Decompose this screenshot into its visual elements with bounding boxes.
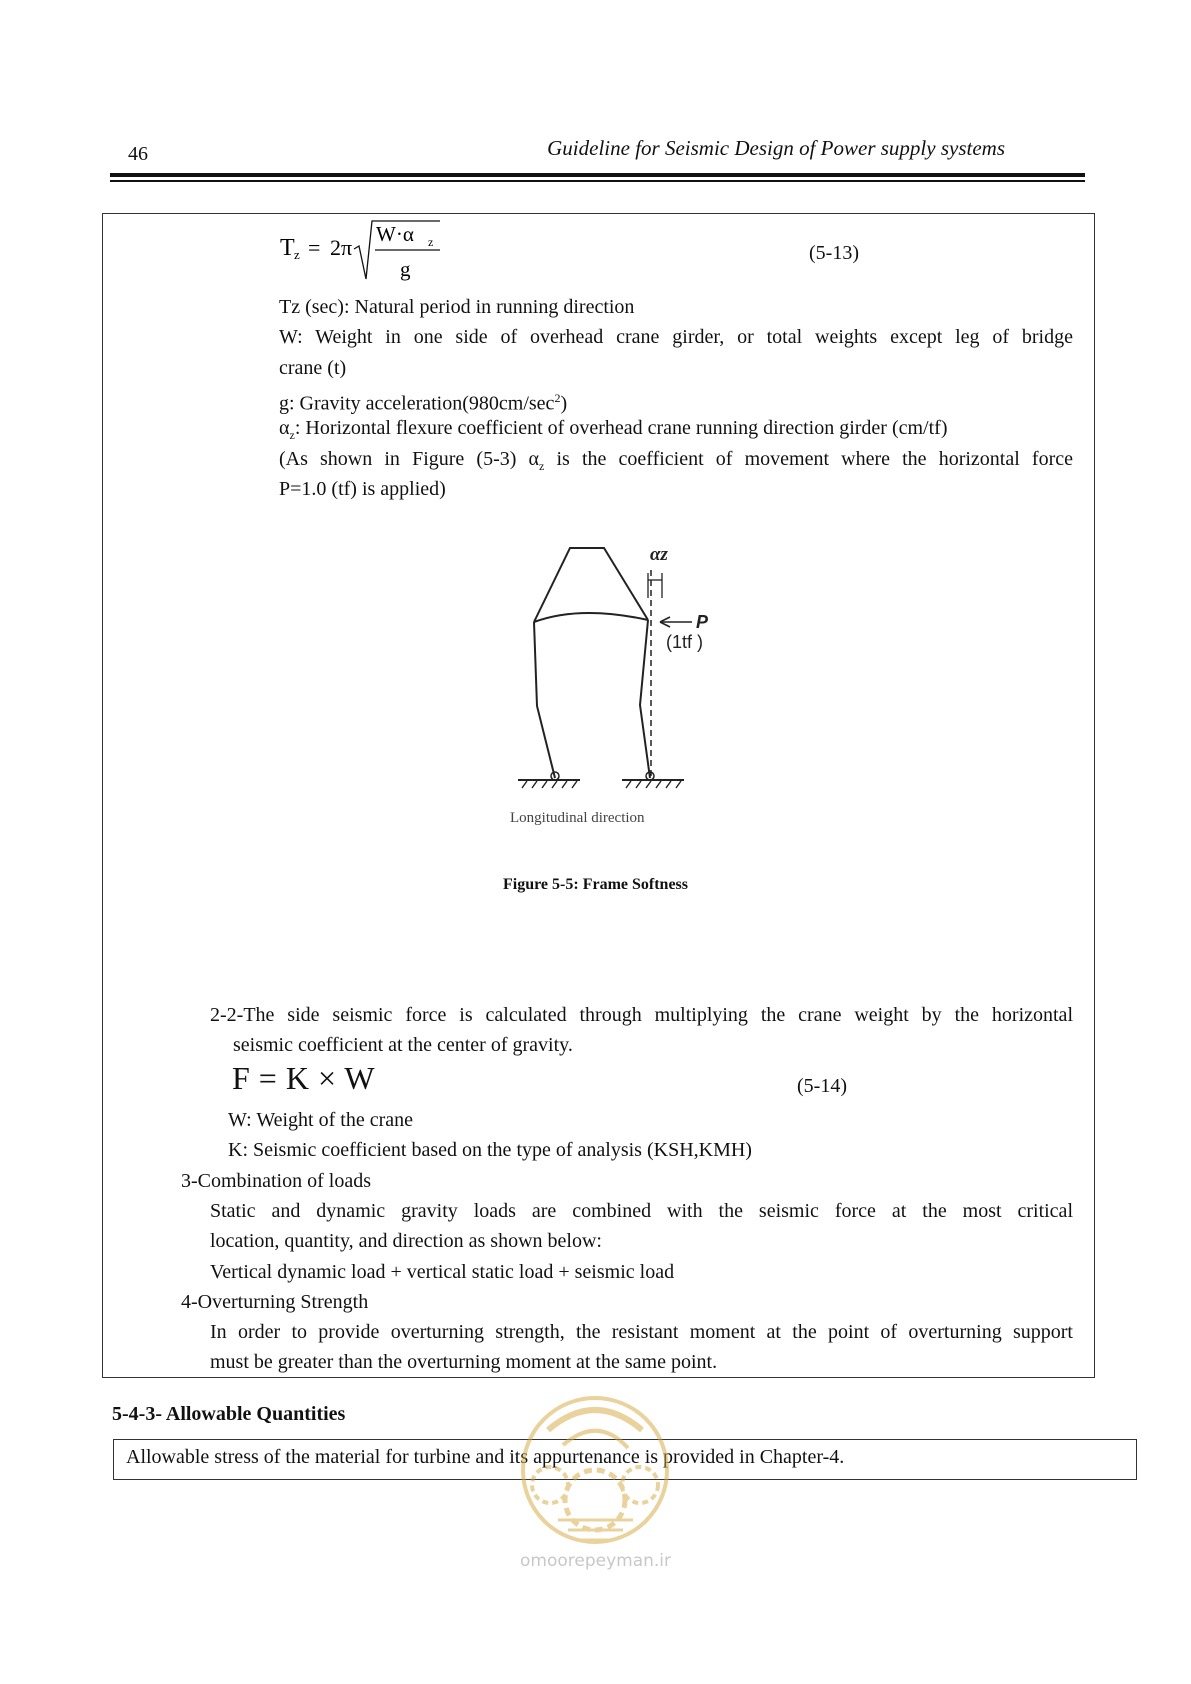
frame-right-leg <box>640 620 650 778</box>
definition-w-line1: W: Weight in one side of overhead crane girder, or total weights except leg of bridge <box>279 326 1073 348</box>
definition-g-close: ) <box>560 392 568 415</box>
page-number: 46 <box>128 143 148 165</box>
left-ground-hatch <box>522 781 577 788</box>
item-4-body-line1: In order to provide overturning strength, the resistant moment at the point of overturning support <box>210 1321 1073 1343</box>
item-2-2-w-definition: W: Weight of the crane <box>228 1109 413 1131</box>
equation-number-5-14: (5-14) <box>797 1075 847 1097</box>
running-title: Guideline for Seismic Design of Power supply systems <box>547 136 1005 160</box>
alpha-sub: z <box>289 428 295 442</box>
alpha-definition-text: : Horizontal flexure coefficient of overhead crane running direction girder (cm/tf) <box>294 417 948 439</box>
frame-beam <box>534 613 648 622</box>
right-ground-hatch <box>626 781 681 788</box>
alpha-symbol: α <box>279 417 290 439</box>
item-2-2-line2: seismic coefficient at the center of gravity. <box>233 1034 573 1056</box>
formula-numerator-sub: z <box>428 235 434 249</box>
formula-numerator: W·α <box>376 222 414 246</box>
equation-number-5-13: (5-13) <box>809 242 859 264</box>
formula-equals: = <box>308 235 321 260</box>
formula-coef: 2π <box>330 235 353 260</box>
allowable-note-box <box>113 1439 1137 1480</box>
figure-label-p: P <box>696 612 709 632</box>
definition-note-line2: P=1.0 (tf) is applied) <box>279 478 446 500</box>
header-rule-thin <box>110 180 1085 182</box>
formula-5-13 <box>270 215 470 285</box>
formula-lhs-sub: z <box>294 247 300 262</box>
item-3-body-line2: location, quantity, and direction as shown below: <box>210 1230 602 1252</box>
definition-g-sup: 2 <box>554 391 561 405</box>
watermark-site-text: omoorepeyman.ir <box>519 1551 672 1571</box>
watermark-grid-lines <box>558 1520 633 1540</box>
note-sub: z <box>539 459 545 473</box>
frame-softness-figure <box>500 530 740 840</box>
frame-top-outline <box>534 548 648 622</box>
figure-caption: Figure 5-5: Frame Softness <box>503 876 688 893</box>
item-3-body-line3: Vertical dynamic load + vertical static load + seismic load <box>210 1261 675 1283</box>
item-4-body-line2: must be greater than the overturning moment at the same point. <box>210 1351 718 1373</box>
figure-label-direction: Longitudinal direction <box>510 810 645 826</box>
note-text-a: (As shown in Figure (5-3) α <box>279 448 540 470</box>
section-heading: 5-4-3- Allowable Quantities <box>112 1403 346 1425</box>
item-2-2-k-definition: K: Seismic coefficient based on the type of analysis (KSH,KMH) <box>228 1139 752 1161</box>
note-text-b: is the coefficient of movement where the horizontal force <box>544 448 1073 470</box>
definition-g-main: g: Gravity acceleration(980cm/sec <box>279 392 555 415</box>
definition-tz: Tz (sec): Natural period in running direction <box>279 296 635 318</box>
frame-left-leg <box>534 622 555 778</box>
formula-5-14: F = K × W <box>232 1060 376 1096</box>
item-4-heading: 4-Overturning Strength <box>181 1291 369 1313</box>
figure-label-1tf: (1tf ) <box>666 632 704 652</box>
allowable-note-text: Allowable stress of the material for turbine and its appurtenance is provided in Chapter-4. <box>126 1446 845 1468</box>
item-3-heading: 3-Combination of loads <box>181 1170 371 1192</box>
item-3-body-line1: Static and dynamic gravity loads are combined with the seismic force at the most critical <box>210 1200 1073 1222</box>
definition-w-line2: crane (t) <box>279 357 347 379</box>
figure-label-alpha-z: αz <box>650 544 668 565</box>
watermark-calligraphy-mark <box>548 1410 642 1430</box>
item-2-2-line1: 2-2-The side seismic force is calculated through multiplying the crane weight by the horizontal <box>210 1004 1073 1026</box>
formula-lhs: T <box>280 235 295 261</box>
formula-denominator: g <box>400 257 411 281</box>
header-rule-thick <box>110 173 1085 177</box>
